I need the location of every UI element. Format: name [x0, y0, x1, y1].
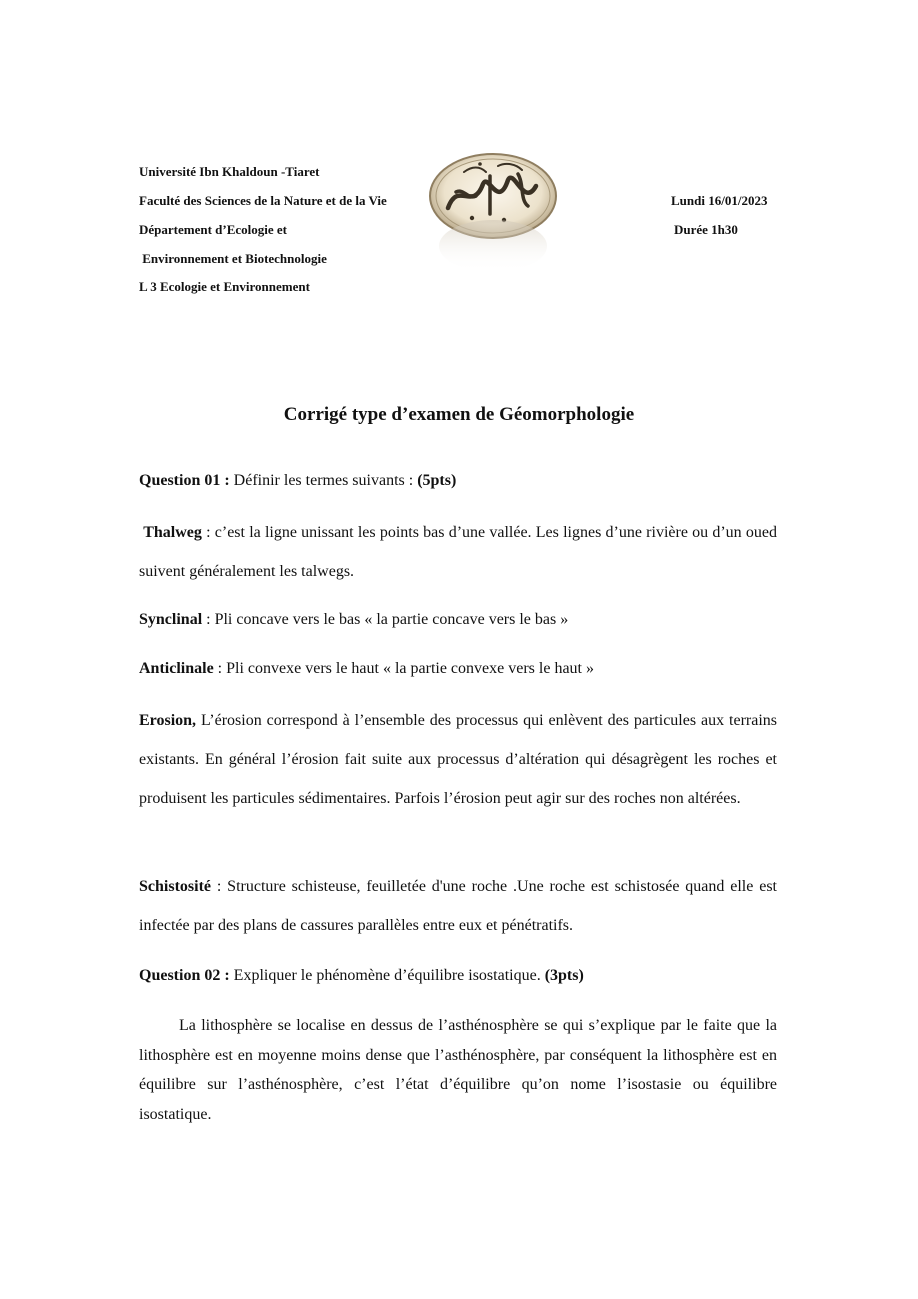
term-erosion: Erosion, [139, 712, 197, 729]
class-level: L 3 Ecologie et Environnement [139, 279, 310, 294]
term-schistosite: Schistosité [139, 878, 211, 895]
question-01-text: Définir les termes suivants : [229, 472, 418, 489]
university-name: Université Ibn Khaldoun -Tiaret [139, 164, 320, 179]
exam-date: Lundi 16/01/2023 [671, 193, 768, 208]
definition-anticlinale [139, 660, 777, 678]
question-02 [139, 967, 777, 985]
page-title: Corrigé type d’examen de Géomorphologie [283, 404, 635, 425]
definition-erosion [139, 701, 777, 818]
def-synclinal: : Pli concave vers le bas « la partie concave vers le bas » [202, 611, 569, 628]
question-01-points: (5pts) [417, 472, 457, 489]
term-anticlinale: Anticlinale [139, 660, 214, 677]
university-logo [428, 150, 558, 310]
department-name-continued: Environnement et Biotechnologie [139, 251, 327, 266]
term-thalweg: Thalweg [143, 524, 202, 541]
exam-duration: Durée 1h30 [674, 222, 738, 237]
logo-seal-icon [428, 150, 558, 310]
def-anticlinale: : Pli convexe vers le haut « la partie convexe vers le haut » [213, 660, 594, 677]
question-02-text: Expliquer le phénomène d’équilibre isostatique. [229, 967, 545, 984]
term-synclinal: Synclinal [139, 611, 203, 628]
definition-thalweg [139, 513, 777, 591]
def-schistosite: : Structure schisteuse, feuilletée d'une roche .Une roche est schistosée quand elle est infectée par des plans de cassures parallèles entre eux et pénétratifs. [139, 878, 777, 934]
department-name: Département d’Ecologie et [139, 222, 288, 237]
question-01-label: Question 01 : [139, 472, 230, 489]
faculty-name: Faculté des Sciences de la Nature et de la Vie [139, 193, 387, 208]
def-erosion: L’érosion correspond à l’ensemble des processus qui enlèvent des particules aux terrains existants. En général l’érosion fait suite aux processus d’altération qui désagrègent les roches et produisent les particules sédimentaires. Parfois l’érosion peut agir sur des roches non altérées. [139, 712, 777, 807]
answer-02: La lithosphère se localise en dessus de l’asthénosphère se qui s’explique par le faite que la lithosphère est en moyenne moins dense que l’asthénosphère, par conséquent la lithosphère est en équilibre sur l’asthénosphère, c’est l’état d’équilibre qu’on nome l’isostasie ou équilibre isostatique. [139, 1017, 777, 1123]
def-thalweg: : c’est la ligne unissant les points bas d’une vallée. Les lignes d’une rivière ou d’un oued suivent généralement les talwegs. [139, 524, 778, 580]
question-02-points: (3pts) [544, 967, 584, 984]
question-01 [139, 472, 777, 490]
definition-schistosite [139, 867, 777, 945]
definition-synclinal [139, 611, 777, 629]
question-02-label: Question 02 : [139, 967, 230, 984]
